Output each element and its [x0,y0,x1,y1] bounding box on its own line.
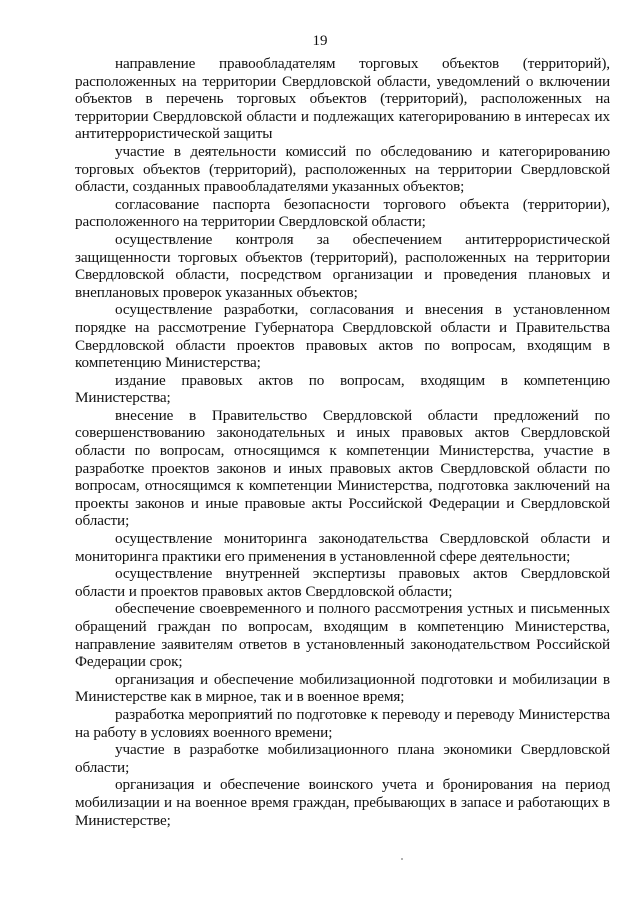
page-number: 19 [312,33,328,49]
paragraph: организация и обеспечение воинского учета и бронирования на период мобилизации и на военное время граждан, пребывающих в запасе и работающих в Министерстве; [75,776,610,829]
paragraph: осуществление внутренней экспертизы правовых актов Свердловской области и проектов правовых актов Свердловской области; [75,565,610,600]
paragraph: участие в разработке мобилизационного плана экономики Свердловской области; [75,741,610,776]
paragraph: осуществление контроля за обеспечением антитеррористической защищенности торговых объектов (территорий), расположенных на территории Свердловской области, посредством организации и проведения плановых и внеплановых проверок указанных объектов; [75,230,610,301]
paragraph: обеспечение своевременного и полного рассмотрения устных и письменных обращений граждан по вопросам, входящим в компетенцию Министерства, направление заявителям ответов в установленный законодательством Российской Федерации срок; [75,600,610,671]
scan-speck [401,858,403,860]
paragraph: разработка мероприятий по подготовке к переводу и переводу Министерства на работу в условиях военного времени; [75,705,610,741]
paragraph: издание правовых актов по вопросам, входящим в компетенцию Министерства; [75,371,610,407]
paragraph: согласование паспорта безопасности торгового объекта (территории), расположенного на территории Свердловской области; [75,195,610,231]
paragraph: участие в деятельности комиссий по обследованию и категорированию торговых объектов (территорий), расположенных на территории Свердловской области, созданных правообладателями указанных объектов; [75,142,610,196]
paragraph: осуществление мониторинга законодательства Свердловской области и мониторинга практики его применения в установленной сфере деятельности; [75,530,610,565]
paragraph: осуществление разработки, согласования и внесения в установленном порядке на рассмотрение Губернатора Свердловской области и Правительства Свердловской области проектов правовых актов по вопросам, входящим в компетенцию Министерства; [75,301,610,372]
document-body [75,55,610,829]
paragraph: внесение в Правительство Свердловской области предложений по совершенствованию законодательных и иных правовых актов Свердловской области по вопросам, относящимся к компетенции Министерства, участие в разработке проектов законов и иных правовых актов Свердловской области по вопросам, относящимся к компетенции Министерства, подготовка заключений на проекты законов и иные правовые акты Российской Федерации и Свердловской области; [75,406,610,530]
paragraph: направление правообладателям торговых объектов (территорий), расположенных на территории Свердловской области, уведомлений о включении объектов в перечень торговых объектов (территорий), расположенных на территории Свердловской области и подлежащих категорированию в интересах их антитеррористической защиты [75,55,610,143]
paragraph: организация и обеспечение мобилизационной подготовки и мобилизации в Министерстве как в мирное, так и в военное время; [75,670,610,706]
